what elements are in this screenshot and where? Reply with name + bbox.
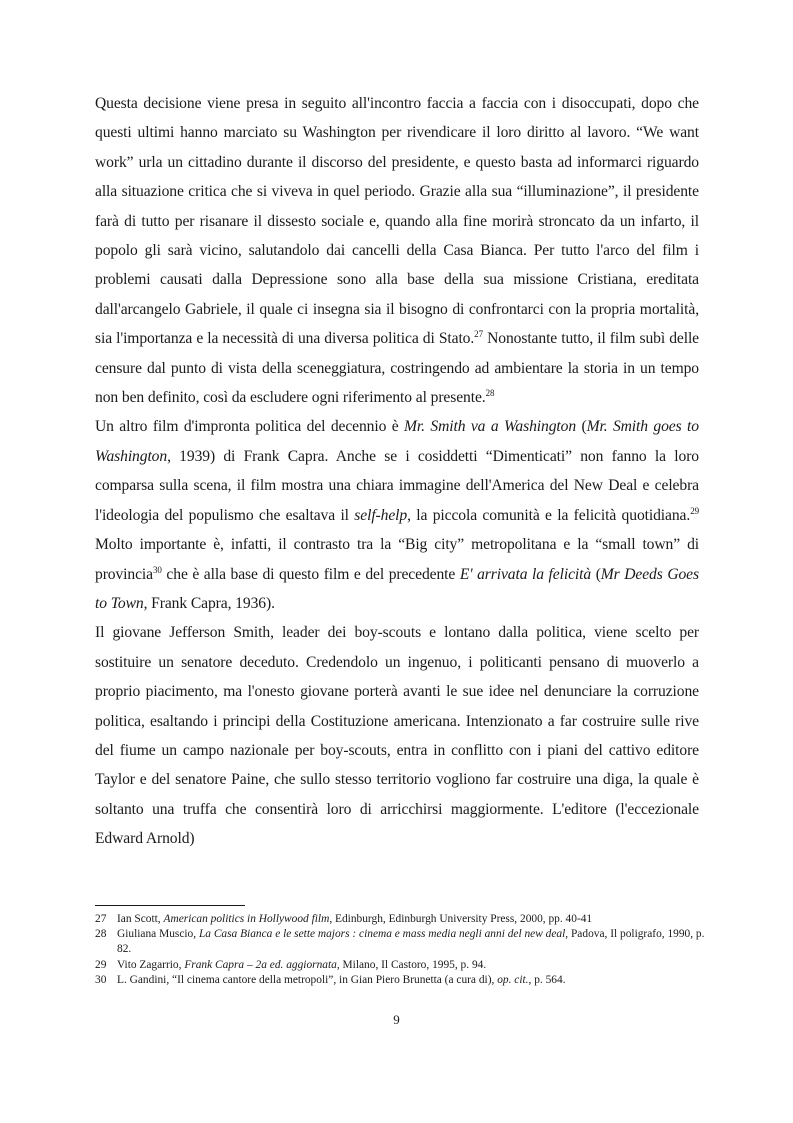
footnote-part: L. Gandini, “Il cinema cantore della metropoli”, in Gian Piero Brunetta (a cura di), <box>117 973 498 986</box>
body-text <box>95 89 699 854</box>
paragraph-text: Nonostante tutto, il film subì delle censure dal punto di vista della sceneggiatura, costringendo ad ambientare la storia in un tempo non ben definito, così da escludere ogni riferimento al presente. <box>95 330 699 407</box>
paragraph-1 <box>95 89 699 412</box>
film-title-italic: Mr Deeds Goes to Town <box>95 565 699 612</box>
footnote-part: , Padova, Il poligrafo, 1990, p. 82. <box>117 928 705 956</box>
paragraph-text: Un altro film d'impronta politica del decennio è <box>95 418 405 436</box>
footnote-part: , Milano, Il Castoro, 1995, p. 94. <box>336 958 487 971</box>
footnote-part: Vito Zagarrio, <box>117 958 185 971</box>
paragraph-2 <box>95 412 699 618</box>
footnote-number: 30 <box>95 973 107 986</box>
paragraph-text: Il giovane Jefferson Smith, leader dei boy-scouts e lontano dalla politica, viene scelto per sostituire un senatore deceduto. Credendolo un ingenuo, i politicanti pensano di muoverlo a proprio piacimento, ma l'onesto giovane porterà avanti le sue idee nel denunciare la corruzione politica, esaltando i principi della Costituzione americana. Intenzionato a far costruire sulle rive del fiume un campo nazionale per boy-scouts, entra in conflitto con i piani del cattivo editore Taylor e del senatore Paine, che sullo stesso territorio vogliono far costruire una diga, la quale è soltanto una truffa che consentirà loro di arricchirsi maggiormente. L'editore (l'eccezionale Edward Arnold) <box>95 624 699 848</box>
footnote-part: Giuliana Muscio, <box>117 928 199 941</box>
footnote-italic: Frank Capra – 2a ed. aggiornata <box>184 958 337 971</box>
footnote-text <box>117 958 707 973</box>
footnote-italic: American politics in Hollywood film <box>163 913 330 925</box>
footnote-29 <box>95 958 707 973</box>
footnote-ref-27[interactable]: 27 <box>474 329 483 340</box>
footnote-italic: op. cit. <box>497 973 529 986</box>
paragraph-text: , la piccola comunità e la felicità quotidiana. <box>407 506 691 524</box>
footnote-number: 28 <box>95 928 107 941</box>
film-title-italic: Mr. Smith va a Washington <box>404 418 577 436</box>
footnote-text <box>117 912 707 927</box>
film-title-italic: E' arrivata la felicità <box>459 565 592 583</box>
term-italic: self-help <box>354 506 408 524</box>
footnotes <box>95 912 707 988</box>
paragraph-text: che è alla base di questo film e del precedente <box>161 565 460 583</box>
paragraph-3 <box>95 618 699 853</box>
paragraph-text: ( <box>591 565 601 583</box>
footnote-separator <box>95 905 245 906</box>
footnote-30 <box>95 973 707 988</box>
paragraph-text: , 1939) di Frank Capra. Anche se i cosiddetti “Dimenticati” non fanno la loro comparsa sulla scena, il film mostra una chiara immagine dell'America del New Deal e celebra l'ideologia del populismo che esaltava il <box>95 447 699 524</box>
film-title-italic: Mr. Smith goes to Washington <box>95 418 699 465</box>
paragraph-text: ( <box>576 418 587 436</box>
footnote-part: , Edinburgh, Edinburgh University Press, 2000, pp. 40-41 <box>329 913 593 925</box>
paragraph-text: Questa decisione viene presa in seguito all'incontro faccia a faccia con i disoccupati, dopo che questi ultimi hanno marciato su Washington per rivendicare il loro diritto al lavoro. “We want work” urla un cittadino durante il discorso del presidente, e questo basta ad informarci riguardo alla situazione critica che si viveva in quel periodo. Grazie alla sua “illuminazione”, il presidente farà di tutto per risanare il dissesto sociale e, quando alla fine morirà stroncato da un infarto, il popolo gli sarà vicino, salutandolo dai cancelli della Casa Bianca. Per tutto l'arco del film i problemi causati dalla Depressione sono alla base della sua missione Cristiana, ereditata dall'arcangelo Gabriele, il quale ci insegna sia il bisogno di confrontarci con la propria mortalità, sia l'importanza e la necessità di una diversa politica di Stato. <box>95 95 699 348</box>
footnote-part: , p. 564. <box>528 973 566 986</box>
footnote-number: 27 <box>95 913 107 925</box>
footnote-number: 29 <box>95 958 107 971</box>
page-number: 9 <box>393 1012 400 1027</box>
footnote-text <box>117 927 707 957</box>
paragraph-text: , Frank Capra, 1936). <box>143 594 275 612</box>
footnote-27 <box>95 912 707 927</box>
footnote-28 <box>95 927 707 957</box>
footnote-ref-28[interactable]: 28 <box>485 387 495 398</box>
footnote-text <box>117 973 707 988</box>
footnote-ref-30[interactable]: 30 <box>153 564 162 575</box>
footnote-part: Ian Scott, <box>117 913 164 925</box>
footnote-italic: La Casa Bianca e le sette majors : cinema e mass media negli anni del new deal <box>198 928 566 941</box>
footnote-ref-29[interactable]: 29 <box>690 505 699 516</box>
paragraph-text: Molto importante è, infatti, il contrasto tra la “Big city” metropolitana e la “small town” di provincia <box>95 536 699 583</box>
